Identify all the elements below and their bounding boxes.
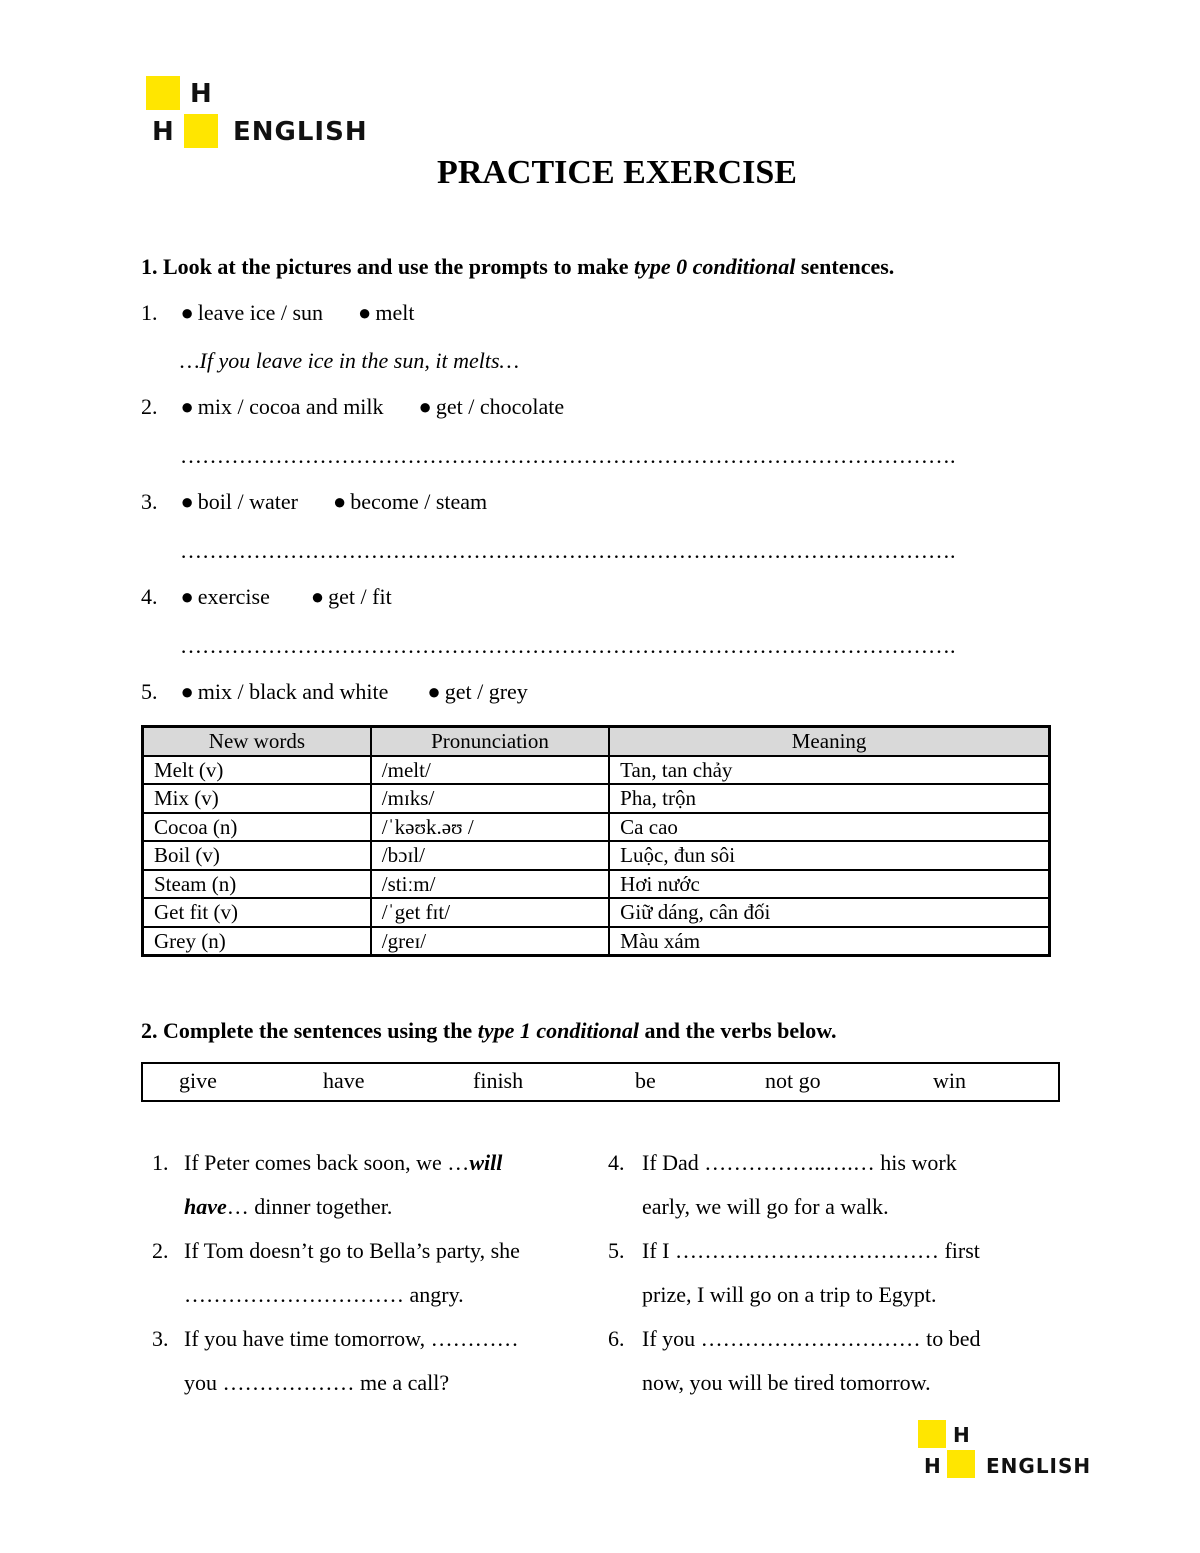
prompt-a: boil / water	[197, 489, 298, 514]
vocabulary-table	[141, 725, 1051, 957]
cell-word: Grey (n)	[143, 927, 371, 956]
bullet-icon: ●	[358, 300, 372, 325]
sentence-text-line2: early, we will go for a walk.	[642, 1194, 889, 1219]
sentence-text-line1[interactable]: If I ……………………………… first	[642, 1238, 980, 1263]
bullet-icon: ●	[180, 300, 194, 325]
cell-meaning: Luộc, đun sôi	[609, 841, 1049, 870]
cell-pronunciation: /ˈkəʊk.əʊ /	[371, 813, 609, 842]
exercise2-sentence-5	[608, 1238, 980, 1307]
sentence-text-line1[interactable]: If Dad ……………..….… his work	[642, 1150, 957, 1175]
prompt-a: exercise	[197, 584, 270, 609]
section2-heading-post: and the verbs below.	[639, 1018, 837, 1043]
cell-meaning: Tan, tan chảy	[609, 756, 1049, 785]
exercise2-sentence-4	[608, 1150, 957, 1219]
exercise2-sentence-2	[152, 1238, 520, 1307]
sentence-answer: have	[184, 1194, 227, 1219]
bullet-icon: ●	[427, 679, 441, 704]
table-row	[143, 841, 1050, 870]
sentence-text-line1	[184, 1150, 502, 1176]
table-header-row	[143, 727, 1050, 756]
column-header-meaning: Meaning	[609, 727, 1049, 756]
cell-word: Steam (n)	[143, 870, 371, 899]
exercise1-item-5	[141, 679, 528, 705]
bullet-icon: ●	[310, 584, 325, 609]
cell-meaning: Giữ dáng, cân đối	[609, 898, 1049, 927]
exercise1-item-3	[141, 489, 487, 515]
prompt-b: get / chocolate	[435, 394, 565, 419]
sentence-text-line2: now, you will be tired tomorrow.	[642, 1370, 931, 1395]
cell-word: Boil (v)	[143, 841, 371, 870]
sentence-text-line1: If Tom doesn’t go to Bella’s party, she	[184, 1238, 520, 1263]
word-bank-item: give	[179, 1068, 217, 1093]
table-row	[143, 784, 1050, 813]
item-number: 5.	[141, 679, 158, 704]
exercise2-sentence-3	[152, 1326, 519, 1395]
section2-heading-italic: type 1 conditional	[477, 1018, 640, 1043]
logo-letter-left: H	[924, 1454, 941, 1478]
logo-square-top	[146, 76, 180, 110]
logo-brand-text: ENGLISH	[986, 1454, 1092, 1478]
exercise1-answer-line-2[interactable]: …………………………………………………………………………………………….	[180, 443, 956, 468]
sentence-text-line2: prize, I will go on a trip to Egypt.	[642, 1282, 937, 1307]
cell-meaning: Pha, trộn	[609, 784, 1049, 813]
bullet-icon: ●	[418, 394, 432, 419]
sentence-number: 5.	[608, 1238, 625, 1263]
exercise2-sentence-1	[152, 1150, 503, 1219]
word-bank-item: win	[933, 1068, 966, 1093]
item-number: 2.	[141, 394, 158, 419]
cell-pronunciation: /melt/	[371, 756, 609, 785]
bullet-icon: ●	[333, 489, 347, 514]
logo-square-bottom	[947, 1450, 975, 1478]
column-header-new-words: New words	[143, 727, 371, 756]
section2-heading-pre: 2. Complete the sentences using the	[141, 1018, 478, 1043]
cell-pronunciation: /bɔɪl/	[371, 841, 609, 870]
section1-heading-post: sentences.	[795, 254, 895, 279]
exercise1-answer-line-3[interactable]: …………………………………………………………………………………………….	[180, 538, 956, 563]
item-number: 1.	[141, 300, 158, 325]
section1-heading	[141, 254, 894, 280]
cell-meaning: Ca cao	[609, 813, 1049, 842]
column-header-pronunciation: Pronunciation	[371, 727, 609, 756]
table-row	[143, 898, 1050, 927]
exercise1-item-2	[141, 394, 564, 420]
sentence-text-line1[interactable]: If you ………………………… to bed	[642, 1326, 981, 1351]
prompt-a: mix / black and white	[197, 679, 389, 704]
sentence-answer: will	[469, 1150, 503, 1175]
prompt-b: melt	[375, 300, 415, 325]
logo-square-bottom	[184, 114, 218, 148]
exercise1-answer-1: …If you leave ice in the sun, it melts…	[180, 348, 520, 373]
cell-pronunciation: /ˈget fɪt/	[371, 898, 609, 927]
section2-heading	[141, 1018, 836, 1044]
exercise1-item-4	[141, 584, 392, 610]
table-row	[143, 756, 1050, 785]
bullet-icon: ●	[180, 489, 194, 514]
table-row	[143, 870, 1050, 899]
prompt-b: become / steam	[350, 489, 488, 514]
sentence-text-line2[interactable]: you ……………… me a call?	[184, 1370, 450, 1395]
sentence-number: 1.	[152, 1150, 169, 1175]
page-title: PRACTICE EXERCISE	[437, 154, 797, 191]
exercise2-sentence-6	[608, 1326, 981, 1395]
table-row	[143, 813, 1050, 842]
prompt-a: mix / cocoa and milk	[197, 394, 384, 419]
section1-heading-italic: type 0 conditional	[634, 254, 796, 279]
prompt-b: get / fit	[328, 584, 392, 609]
logo-letter-left: H	[152, 117, 174, 147]
logo-letter-top: H	[190, 79, 212, 109]
section1-heading-pre: 1. Look at the pictures and use the prompts to make	[141, 254, 634, 279]
cell-word: Mix (v)	[143, 784, 371, 813]
sentence-text-line2	[184, 1194, 392, 1220]
logo-brand-text: ENGLISH	[233, 117, 368, 147]
item-number: 4.	[141, 584, 158, 609]
exercise1-item-1	[141, 300, 414, 326]
cell-meaning: Màu xám	[609, 927, 1049, 956]
sentence-text-line2[interactable]: ………………………… angry.	[184, 1282, 464, 1307]
exercise1-answer-line-4[interactable]: …………………………………………………………………………………………….	[180, 633, 956, 658]
table-row	[143, 927, 1050, 956]
sentence-number: 4.	[608, 1150, 625, 1175]
cell-pronunciation: /stiːm/	[371, 870, 609, 899]
word-bank-item: be	[635, 1068, 656, 1093]
word-bank-item: finish	[473, 1068, 524, 1093]
cell-word: Melt (v)	[143, 756, 371, 785]
logo-square-top	[918, 1420, 946, 1448]
sentence-number: 3.	[152, 1326, 169, 1351]
item-number: 3.	[141, 489, 158, 514]
cell-word: Get fit (v)	[143, 898, 371, 927]
sentence-text: … dinner together.	[226, 1194, 393, 1219]
cell-word: Cocoa (n)	[143, 813, 371, 842]
cell-meaning: Hơi nước	[609, 870, 1049, 899]
cell-pronunciation: /mɪks/	[371, 784, 609, 813]
word-bank-item: not go	[765, 1068, 821, 1093]
prompt-b: get / grey	[444, 679, 528, 704]
word-bank-box	[141, 1062, 1060, 1102]
logo-letter-top: H	[953, 1423, 970, 1447]
sentence-text: If Peter comes back soon, we …	[184, 1150, 470, 1175]
bullet-icon: ●	[180, 584, 194, 609]
prompt-a: leave ice / sun	[197, 300, 324, 325]
bullet-icon: ●	[180, 394, 194, 419]
bullet-icon: ●	[180, 679, 194, 704]
word-bank-item: have	[323, 1068, 365, 1093]
sentence-number: 2.	[152, 1238, 169, 1263]
sentence-number: 6.	[608, 1326, 625, 1351]
cell-pronunciation: /greɪ/	[371, 927, 609, 956]
sentence-text-line1[interactable]: If you have time tomorrow, …………	[184, 1326, 519, 1351]
